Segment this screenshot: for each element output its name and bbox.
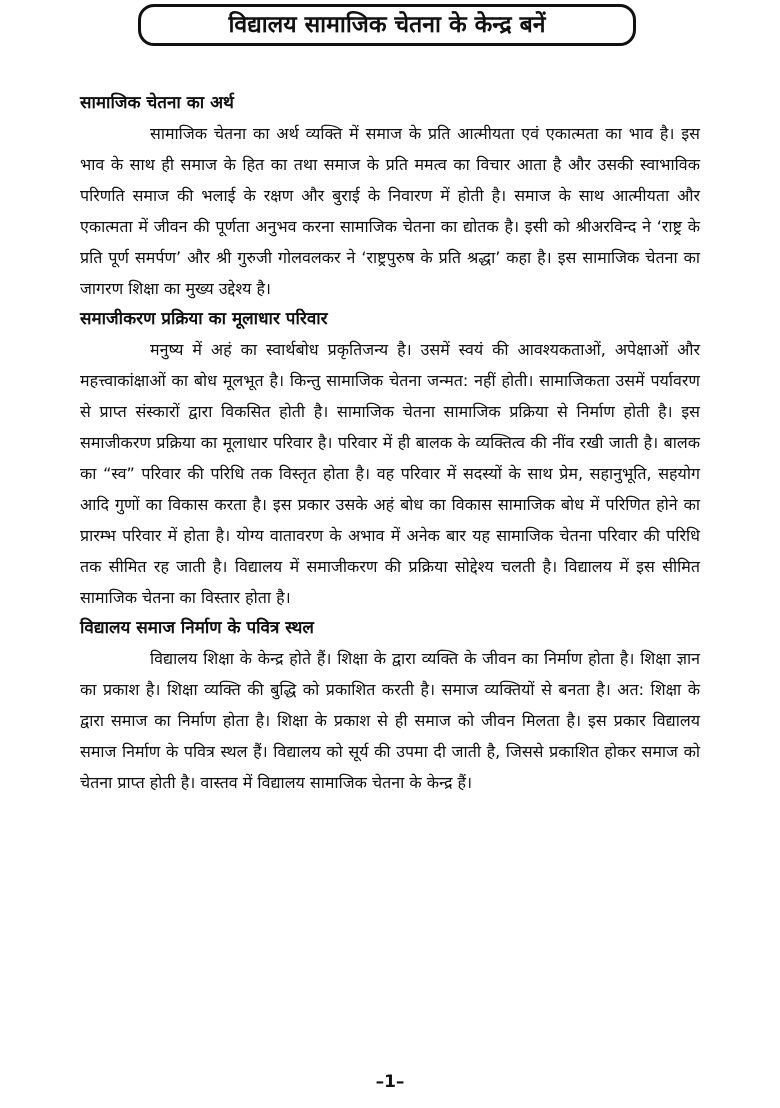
document-body <box>80 88 700 798</box>
section-paragraph: मनुष्य में अहं का स्वार्थबोध प्रकृतिजन्य है। उसमें स्वयं की आवश्यकताओं, अपेक्षाओं और महत्त्वाकांक्षाओं का बोध मूलभूत है। किन्तु सामाजिक चेतना जन्मत: नहीं होती। सामाजिकता उसमें पर्यावरण से प्राप्त संस्कारों द्वारा विकसित होती है। सामाजिक चेतना सामाजिक प्रक्रिया से निर्माण होती है। इस समाजीकरण प्रक्रिया का मूलाधार परिवार है। परिवार में ही बालक के व्यक्तित्व की नींव रखी जाती है। बालक का “स्व” परिवार की परिधि तक विस्तृत होता है। वह परिवार में सदस्यों के साथ प्रेम, सहानुभूति, सहयोग आदि गुणों का विकास करता है। इस प्रकार उसके अहं बोध का विकास सामाजिक बोध में परिणित होने का प्रारम्भ परिवार में होता है। योग्य वातावरण के अभाव में अनेक बार यह सामाजिक चेतना परिवार की परिधि तक सीमित रह जाती है। विद्यालय में समाजीकरण की प्रक्रिया सोद्देश्य चलती है। विद्यालय में इस सीमित सामाजिक चेतना का विस्तार होता है। <box>80 340 700 607</box>
section-paragraph: विद्यालय शिक्षा के केन्द्र होते हैं। शिक्षा के द्वारा व्यक्ति के जीवन का निर्माण होता है। शिक्षा ज्ञान का प्रकाश है। शिक्षा व्यक्ति की बुद्धि को प्रकाशित करती है। समाज व्यक्तियों से बनता है। अत: शिक्षा के द्वारा समाज का निर्माण होता है। शिक्षा के प्रकाश से ही समाज को जीवन मिलता है। इस प्रकार विद्यालय समाज निर्माण के पवित्र स्थल हैं। विद्यालय को सूर्य की उपमा दी जाती है, जिससे प्रकाशित होकर समाज को चेतना प्राप्त होती है। वास्तव में विद्यालय सामाजिक चेतना के केन्द्र हैं। <box>80 649 700 792</box>
section-meaning <box>80 88 700 304</box>
page-title: विद्यालय सामाजिक चेतना के केन्द्र बनें <box>228 11 546 38</box>
section-heading: विद्यालय समाज निर्माण के पवित्र स्थल <box>80 618 314 638</box>
section-paragraph: सामाजिक चेतना का अर्थ व्यक्ति में समाज के प्रति आत्मीयता एवं एकात्मता का भाव है। इस भाव के साथ ही समाज के हित का तथा समाज के प्रति ममत्व का विचार आता है और उसकी स्वाभाविक परिणति समाज की भलाई के रक्षण और बुराई के निवारण में होती है। समाज के साथ आत्मीयता और एकात्मता में जीवन की पूर्णता अनुभव करना सामाजिक चेतना का द्योतक है। इसी को श्रीअरविन्द ने ‘राष्ट्र के प्रति पूर्ण समर्पण’ और श्री गुरुजी गोलवलकर ने ‘राष्ट्रपुरुष के प्रति श्रद्धा’ कहा है। इस सामाजिक चेतना का जागरण शिक्षा का मुख्य उद्देश्य है। <box>80 124 700 298</box>
title-box <box>138 4 636 46</box>
section-heading: सामाजिक चेतना का अर्थ <box>80 93 234 113</box>
section-heading: समाजीकरण प्रक्रिया का मूलाधार परिवार <box>80 309 328 329</box>
section-school <box>80 613 700 798</box>
section-socialization <box>80 304 700 613</box>
page-number: –1– <box>375 1072 405 1092</box>
